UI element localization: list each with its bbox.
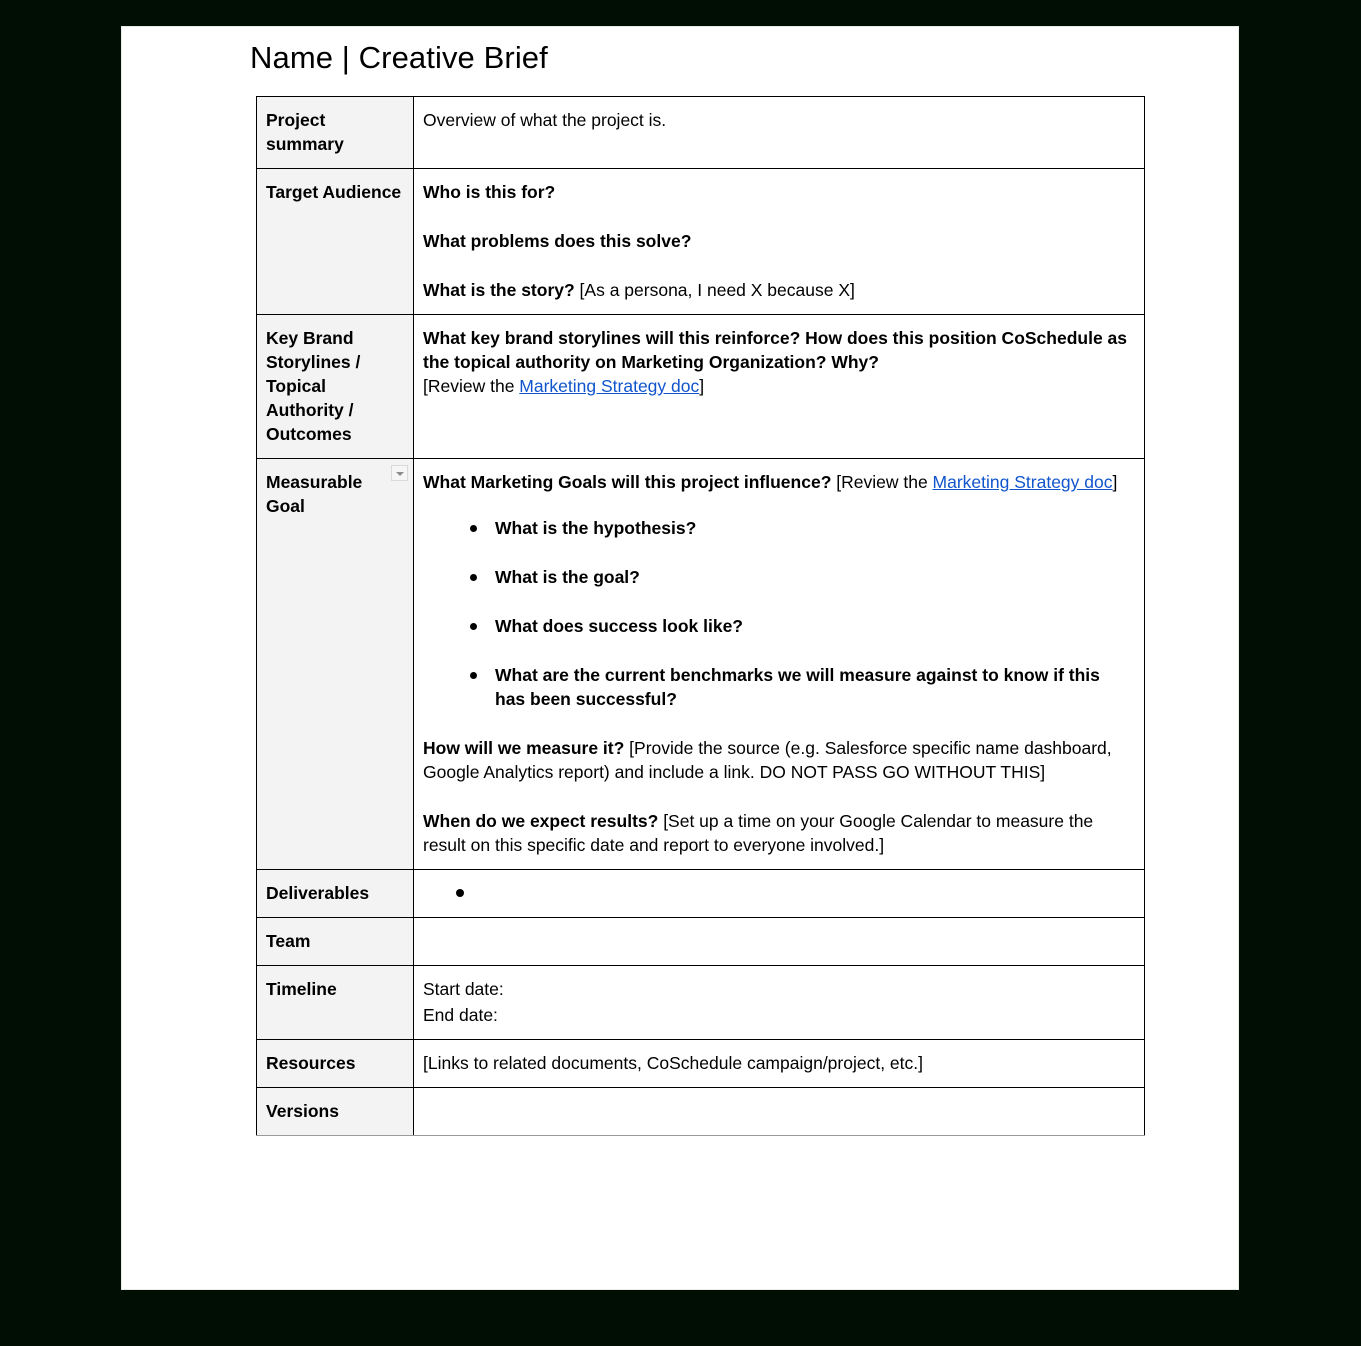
project-summary-text: Overview of what the project is. <box>423 110 667 130</box>
target-audience-question-3 <box>423 278 1134 302</box>
label-text: Key Brand Storylines / Topical Authority / Outcomes <box>266 328 361 444</box>
target-audience-question-3-rest: [As a persona, I need X because X] <box>574 280 855 300</box>
row-label-timeline <box>257 966 414 1040</box>
list-item: What is the hypothesis? <box>467 516 1134 540</box>
measurable-goal-how-measure-bold: How will we measure it? <box>423 738 625 758</box>
row-body-target-audience[interactable] <box>414 169 1145 315</box>
table-row <box>257 97 1145 169</box>
document-page <box>122 27 1238 1289</box>
row-body-deliverables[interactable] <box>414 870 1145 918</box>
list-item <box>456 881 1134 903</box>
row-body-key-brand-storylines[interactable] <box>414 315 1145 459</box>
timeline-start-date: Start date: <box>423 979 504 999</box>
measurable-goal-how-measure <box>423 736 1134 784</box>
table-row <box>257 315 1145 459</box>
table-row <box>257 1040 1145 1088</box>
measurable-goal-intro <box>423 470 1134 494</box>
row-body-project-summary[interactable] <box>414 97 1145 169</box>
row-label-resources <box>257 1040 414 1088</box>
measurable-goal-expect-results <box>423 809 1134 857</box>
table-row <box>257 1088 1145 1136</box>
label-text: Target Audience <box>266 182 402 202</box>
list-item: What is the goal? <box>467 565 1134 589</box>
row-body-team[interactable] <box>414 918 1145 966</box>
label-text: Team <box>266 931 311 951</box>
row-label-team <box>257 918 414 966</box>
list-item: What does success look like? <box>467 614 1134 638</box>
label-text: Resources <box>266 1053 356 1073</box>
timeline-end-date: End date: <box>423 1005 498 1025</box>
marketing-strategy-doc-link[interactable]: Marketing Strategy doc <box>519 376 700 396</box>
table-row <box>257 459 1145 870</box>
key-brand-suffix: ] <box>699 376 705 396</box>
row-body-versions[interactable] <box>414 1088 1145 1136</box>
label-text: Versions <box>266 1101 339 1121</box>
row-body-resources[interactable] <box>414 1040 1145 1088</box>
resources-text: [Links to related documents, CoSchedule campaign/project, etc.] <box>423 1053 923 1073</box>
row-label-measurable-goal <box>257 459 414 870</box>
label-text: Timeline <box>266 979 337 999</box>
measurable-goal-how-measure-rest: [Provide the source (e.g. Salesforce specific name dashboard, Google Analytics report) and include a link. DO NOT PASS GO WITHOUT THIS] <box>423 738 1112 782</box>
label-text: Measurable Goal <box>266 472 363 516</box>
table-row <box>257 966 1145 1040</box>
row-label-deliverables <box>257 870 414 918</box>
chevron-down-icon[interactable] <box>391 465 408 481</box>
key-brand-paragraph <box>423 326 1134 398</box>
page-title: Name | Creative Brief <box>250 40 548 75</box>
row-body-measurable-goal[interactable] <box>414 459 1145 870</box>
measurable-goal-intro-bold: What Marketing Goals will this project influence? <box>423 472 832 492</box>
target-audience-question-1: Who is this for? <box>423 182 556 202</box>
label-text: Project summary <box>266 110 344 154</box>
deliverables-bullet-list <box>423 881 1134 903</box>
row-label-versions <box>257 1088 414 1136</box>
table-row <box>257 918 1145 966</box>
row-body-timeline[interactable] <box>414 966 1145 1040</box>
measurable-goal-bullet-list <box>423 516 1134 711</box>
marketing-strategy-doc-link[interactable]: Marketing Strategy doc <box>932 472 1113 492</box>
row-label-project-summary <box>257 97 414 169</box>
creative-brief-table <box>256 96 1145 1136</box>
row-label-target-audience <box>257 169 414 315</box>
target-audience-question-2: What problems does this solve? <box>423 231 692 251</box>
measurable-goal-expect-results-rest: [Set up a time on your Google Calendar to measure the result on this specific date and report to everyone involved.] <box>423 811 1094 855</box>
list-item: What are the current benchmarks we will measure against to know if this has been successful? <box>467 663 1134 711</box>
label-text: Deliverables <box>266 883 370 903</box>
measurable-goal-intro-suffix: ] <box>1112 472 1118 492</box>
table-row <box>257 870 1145 918</box>
table-row <box>257 169 1145 315</box>
key-brand-prefix: [Review the <box>423 376 520 396</box>
key-brand-bold-text: What key brand storylines will this reinforce? How does this position CoSchedule as the topical authority on Marketing Organization? Why? <box>423 328 1128 372</box>
row-label-key-brand-storylines <box>257 315 414 459</box>
measurable-goal-expect-results-bold: When do we expect results? <box>423 811 659 831</box>
target-audience-question-3-bold: What is the story? <box>423 280 575 300</box>
measurable-goal-intro-prefix: [Review the <box>831 472 933 492</box>
